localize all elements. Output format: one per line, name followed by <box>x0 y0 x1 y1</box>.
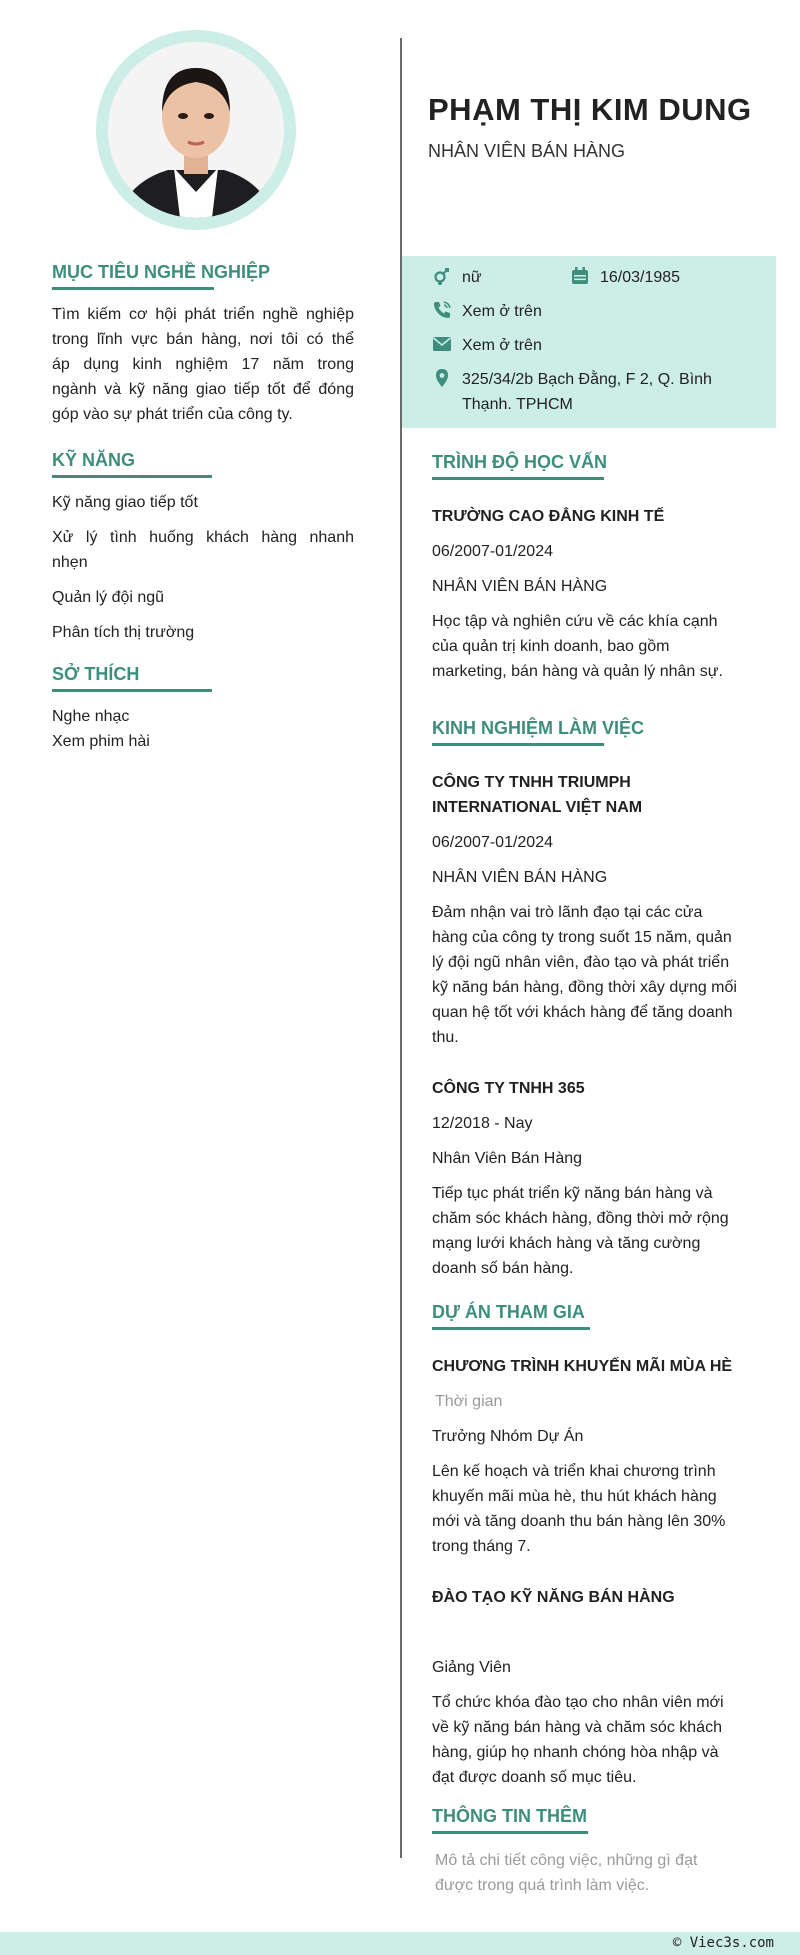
project-entry <box>432 1585 762 1790</box>
desc-line: khuyến mãi mùa hè, thu hút khách hàng <box>432 1488 717 1505</box>
education-desc <box>432 609 762 684</box>
education-major: NHÂN VIÊN BÁN HÀNG <box>432 578 608 595</box>
extra-placeholder <box>432 1848 762 1898</box>
candidate-name: PHẠM THỊ KIM DUNG <box>428 92 752 127</box>
address-line: Thạnh. TPHCM <box>462 396 573 413</box>
desc-line: doanh số bán hàng. <box>432 1260 574 1277</box>
project-name: ĐÀO TẠO KỸ NĂNG BÁN HÀNG <box>432 1589 675 1606</box>
desc-line: trong tháng 7. <box>432 1538 531 1555</box>
section-title-extra: THÔNG TIN THÊM <box>432 1806 588 1834</box>
placeholder-line: Mô tả chi tiết công việc, những gì đạt <box>435 1852 698 1869</box>
phone-value: Xem ở trên <box>462 303 542 320</box>
list-item: Xử lý tình huống khách hàng nhanh <box>52 529 354 546</box>
objective-line: ngành và kỹ năng giao tiếp tốt để đóng <box>52 381 354 398</box>
desc-line: đạt được doanh số mục tiêu. <box>432 1769 637 1786</box>
footer-bar <box>0 1932 800 1955</box>
desc-line: Tổ chức khóa đào tạo cho nhân viên mới <box>432 1694 724 1711</box>
company-name: CÔNG TY TNHH 365 <box>432 1080 585 1097</box>
calendar-icon <box>570 266 590 286</box>
education-period: 06/2007-01/2024 <box>432 543 553 560</box>
objective-section <box>52 262 354 427</box>
desc-line: kỹ năng bán hàng, đồng thời xây dựng mối <box>432 979 737 996</box>
desc-line: của quản trị kinh doanh, bao gồm <box>432 638 670 655</box>
objective-line: áp dụng kinh nghiệm 17 năm trong <box>52 356 354 373</box>
job-desc <box>432 900 762 1050</box>
job-entry <box>432 1076 762 1281</box>
desc-line: mạng lưới khách hàng và tăng cường <box>432 1235 701 1252</box>
section-title-experience: KINH NGHIỆM LÀM VIỆC <box>432 718 604 746</box>
desc-line: Tiếp tục phát triển kỹ năng bán hàng và <box>432 1185 713 1202</box>
list-item: Quản lý đội ngũ <box>52 589 165 606</box>
desc-line: Đảm nhận vai trò lãnh đạo tại các cửa <box>432 904 703 921</box>
skills-list <box>52 490 354 645</box>
gender-icon <box>432 266 452 286</box>
project-role: Trưởng Nhóm Dự Án <box>432 1428 584 1445</box>
section-title-education: TRÌNH ĐỘ HỌC VẤN <box>432 452 604 480</box>
hobbies-list <box>52 704 212 754</box>
project-desc <box>432 1459 762 1559</box>
list-item: Nghe nhạc <box>52 708 130 725</box>
section-title-projects: DỰ ÁN THAM GIA <box>432 1302 590 1330</box>
job-entry <box>432 770 762 1050</box>
objective-line: trong lĩnh vực bán hàng, nơi tôi có thể <box>52 331 354 348</box>
job-period: 12/2018 - Nay <box>432 1115 533 1132</box>
job-desc <box>432 1181 762 1281</box>
profile-photo-icon <box>108 42 284 218</box>
birthday-value: 16/03/1985 <box>600 269 681 286</box>
desc-line: hàng của công ty trong suốt 15 năm, quản <box>432 929 732 946</box>
projects-section <box>432 1302 762 1790</box>
skills-section <box>52 450 354 645</box>
company-line: CÔNG TY TNHH TRIUMPH <box>432 774 631 791</box>
desc-line: mới và tăng doanh thu bán hàng lên 30% <box>432 1513 726 1530</box>
project-desc <box>432 1690 762 1790</box>
list-item: Xem phim hài <box>52 733 150 750</box>
desc-line: marketing, bán hàng và quản lý nhân sự. <box>432 663 723 680</box>
address-value <box>462 367 762 417</box>
phone-icon <box>432 300 452 320</box>
desc-line: Học tập và nghiên cứu về các khía cạnh <box>432 613 718 630</box>
avatar-ring <box>96 30 296 230</box>
section-title-objective: MỤC TIÊU NGHỀ NGHIỆP <box>52 262 214 290</box>
desc-line: quan hệ tốt với khách hàng để tăng doanh <box>432 1004 733 1021</box>
education-section <box>432 452 762 684</box>
section-title-skills: KỸ NĂNG <box>52 450 212 478</box>
company-line: INTERNATIONAL VIỆT NAM <box>432 799 643 816</box>
project-name: CHƯƠNG TRÌNH KHUYẾN MÃI MÙA HÈ <box>432 1358 733 1375</box>
objective-line: góp vào sự phát triển của công ty. <box>52 406 293 423</box>
contact-panel <box>402 256 776 428</box>
school-name: TRƯỜNG CAO ĐẲNG KINH TẾ <box>432 508 665 525</box>
job-period: 06/2007-01/2024 <box>432 834 553 851</box>
location-icon <box>432 368 452 388</box>
desc-line: thu. <box>432 1029 459 1046</box>
project-entry <box>432 1354 762 1559</box>
project-role: Giảng Viên <box>432 1659 511 1676</box>
email-icon <box>432 334 452 354</box>
objective-line: Tìm kiếm cơ hội phát triển nghề nghiệp <box>52 306 354 323</box>
avatar <box>108 42 284 218</box>
placeholder-line: được trong quá trình làm việc. <box>435 1877 650 1894</box>
desc-line: lý đội ngũ nhân viên, đào tạo và phát triển <box>432 954 730 971</box>
desc-line: Lên kế hoạch và triển khai chương trình <box>432 1463 716 1480</box>
job-title: NHÂN VIÊN BÁN HÀNG <box>428 141 626 161</box>
desc-line: về kỹ năng bán hàng và chăm sóc khách <box>432 1719 722 1736</box>
project-time: Thời gian <box>435 1393 503 1410</box>
list-item: Phân tích thị trường <box>52 624 195 641</box>
list-item: Kỹ năng giao tiếp tốt <box>52 494 198 511</box>
objective-text <box>52 302 354 427</box>
extra-section <box>432 1806 762 1898</box>
email-value: Xem ở trên <box>462 337 542 354</box>
desc-line: hàng, giúp họ nhanh chóng hòa nhập và <box>432 1744 719 1761</box>
list-item: nhẹn <box>52 554 88 571</box>
company-name <box>432 770 762 820</box>
experience-section <box>432 718 762 1281</box>
section-title-hobbies: SỞ THÍCH <box>52 664 212 692</box>
hobbies-section <box>52 664 212 754</box>
address-line: 325/34/2b Bạch Đằng, F 2, Q. Bình <box>462 371 712 388</box>
gender-value: nữ <box>462 269 482 286</box>
job-position: Nhân Viên Bán Hàng <box>432 1150 583 1167</box>
desc-line: chăm sóc khách hàng, đồng thời mở rộng <box>432 1210 729 1227</box>
watermark: © Viec3s.com <box>672 1935 774 1951</box>
job-position: NHÂN VIÊN BÁN HÀNG <box>432 869 608 886</box>
